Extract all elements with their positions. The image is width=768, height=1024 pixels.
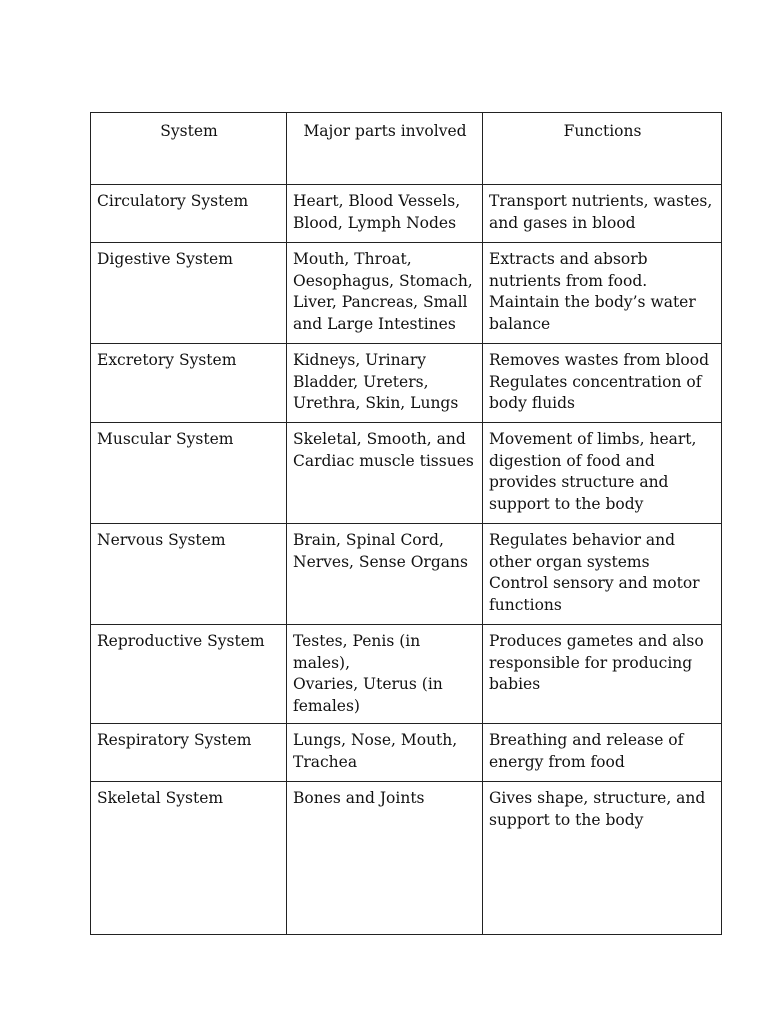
organ-systems-table <box>90 112 722 935</box>
table-row <box>91 243 722 344</box>
system-cell: Nervous System <box>91 524 287 625</box>
parts-cell: Lungs, Nose, Mouth, Trachea <box>287 724 483 782</box>
system-cell: Digestive System <box>91 243 287 344</box>
functions-cell: Movement of limbs, heart, digestion of food and provides structure and support to the body <box>483 423 722 524</box>
functions-cell: Breathing and release of energy from food <box>483 724 722 782</box>
header-functions: Functions <box>483 113 722 185</box>
system-cell: Excretory System <box>91 344 287 423</box>
table-header-row <box>91 113 722 185</box>
system-cell: Respiratory System <box>91 724 287 782</box>
parts-cell: Heart, Blood Vessels, Blood, Lymph Nodes <box>287 185 483 243</box>
functions-cell: Produces gametes and also responsible for producing babies <box>483 625 722 724</box>
table-row <box>91 724 722 782</box>
parts-cell: Brain, Spinal Cord, Nerves, Sense Organs <box>287 524 483 625</box>
parts-cell: Kidneys, Urinary Bladder, Ureters, Urethra, Skin, Lungs <box>287 344 483 423</box>
system-cell: Skeletal System <box>91 782 287 935</box>
functions-cell: Regulates behavior and other organ systems Control sensory and motor functions <box>483 524 722 625</box>
table-row <box>91 423 722 524</box>
parts-cell: Bones and Joints <box>287 782 483 935</box>
table-row <box>91 344 722 423</box>
table-row <box>91 782 722 935</box>
parts-cell: Mouth, Throat, Oesophagus, Stomach, Liver, Pancreas, Small and Large Intestines <box>287 243 483 344</box>
parts-cell: Testes, Penis (in males), Ovaries, Uterus (in females) <box>287 625 483 724</box>
table-row <box>91 524 722 625</box>
header-major-parts: Major parts involved <box>287 113 483 185</box>
functions-cell: Extracts and absorb nutrients from food. Maintain the body’s water balance <box>483 243 722 344</box>
functions-cell: Transport nutrients, wastes, and gases in blood <box>483 185 722 243</box>
table-row <box>91 625 722 724</box>
system-cell: Circulatory System <box>91 185 287 243</box>
header-system: System <box>91 113 287 185</box>
system-cell: Reproductive System <box>91 625 287 724</box>
functions-cell: Gives shape, structure, and support to the body <box>483 782 722 935</box>
system-cell: Muscular System <box>91 423 287 524</box>
functions-cell: Removes wastes from blood Regulates concentration of body fluids <box>483 344 722 423</box>
table-row <box>91 185 722 243</box>
parts-cell: Skeletal, Smooth, and Cardiac muscle tissues <box>287 423 483 524</box>
